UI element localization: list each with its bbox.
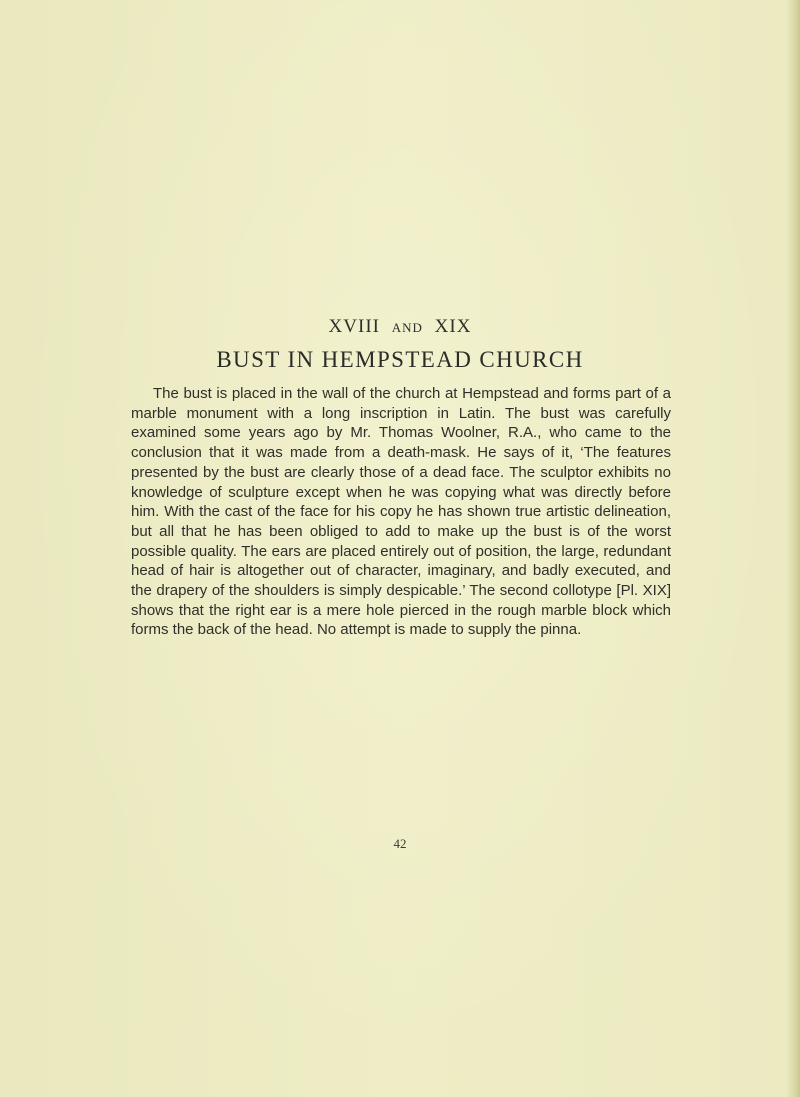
body-paragraph: The bust is placed in the wall of the church at Hempstead and forms part of a marble monument with a long inscription in Latin. The bust was carefully examined some years ago by Mr. Thomas Woolner, R.A., who came to the conclusion that it was made from a death-mask. He says of it, ‘The features presented by the bust are clearly those of a dead face. The sculptor exhibits no knowledge of sculpture except when he was copying what was directly before him. With the cast of the face for his copy he has shown true artistic delineation, but all that he has been obliged to add to make up the bust is of the worst possible quality. The ears are placed entirely out of position, the large, redundant head of hair is altogether out of character, imaginary, and badly executed, and the drapery of the shoulders is simply despicable.’ The second collotype [Pl. XIX] shows that the right ear is a mere hole pierced in the rough marble block which forms the back of the head. No attempt is made to supply the pinna. [131, 385, 671, 639]
plate-number-conjunction: AND [391, 320, 423, 335]
plate-number-second: XIX [434, 316, 472, 337]
plate-number-first: XVIII [328, 316, 380, 337]
page-title: BUST IN HEMPSTEAD CHURCH [216, 347, 584, 372]
page-number: 42 [393, 836, 407, 851]
plate-numbers-heading [0, 316, 800, 338]
page-edge-shadow [786, 0, 800, 1097]
